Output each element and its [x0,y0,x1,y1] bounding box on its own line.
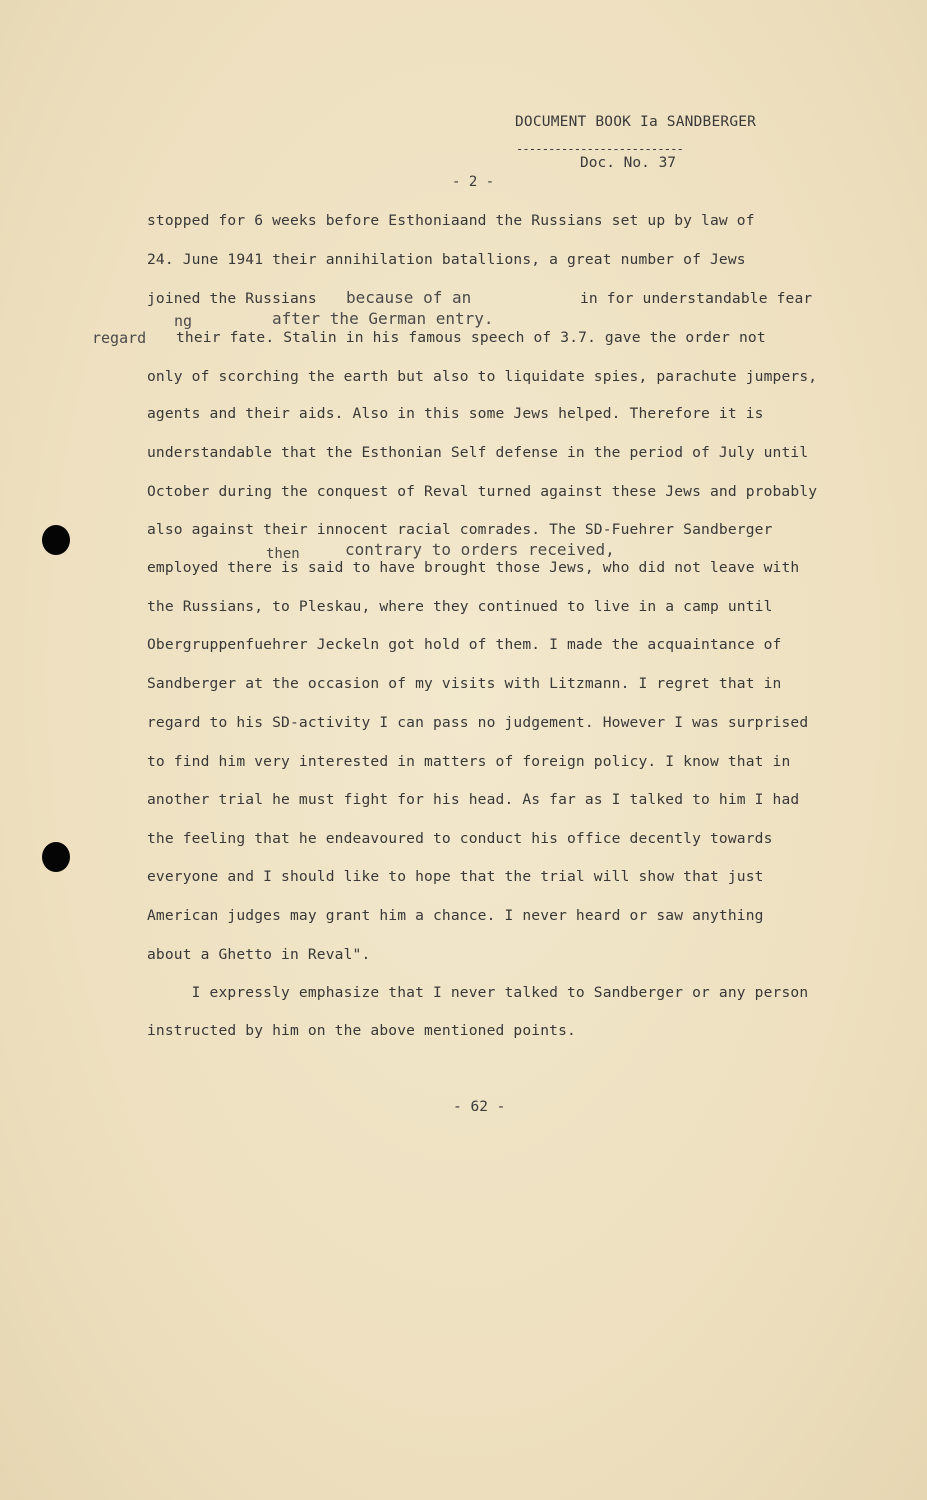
text-line: their fate. Stalin in his famous speech of 3.7. gave the order not [176,329,766,346]
text-line: the feeling that he endeavoured to conduct his office decently towards [147,830,773,847]
text-line: I expressly emphasize that I never talked to Sandberger or any person [147,984,809,1001]
document-number: Doc. No. 37 [580,155,677,171]
text-line: instructed by him on the above mentioned points. [147,1022,576,1039]
document-book-title: DOCUMENT BOOK Ia SANDBERGER [515,114,757,130]
text-line: stopped for 6 weeks before Esthoniaand the Russians set up by law of [147,212,755,229]
text-line: October during the conquest of Reval turned against these Jews and probably [147,483,818,500]
text-line: only of scorching the earth but also to liquidate spies, parachute jumpers, [147,368,818,385]
text-line: the Russians, to Pleskau, where they continued to live in a camp until [147,598,773,615]
punch-hole [42,525,70,555]
text-line: also against their innocent racial comrades. The SD-Fuehrer Sandberger [147,521,773,538]
text-line: 24. June 1941 their annihilation batallions, a great number of Jews [147,251,746,268]
handwritten-insertion: because of an [346,288,472,307]
text-line: about a Ghetto in Reval". [147,946,371,963]
text-line: another trial he must fight for his head. As far as I talked to him I had [147,791,800,808]
text-line: to find him very interested in matters of foreign policy. I know that in [147,753,791,770]
handwritten-insertion: contrary to orders received, [345,540,615,559]
punch-hole [42,842,70,872]
handwritten-insertion: then [266,546,300,562]
text-line: Obergruppenfuehrer Jeckeln got hold of them. I made the acquaintance of [147,636,782,653]
text-line: Sandberger at the occasion of my visits with Litzmann. I regret that in [147,675,782,692]
title-underline: -------------------------- [516,142,684,156]
handwritten-insertion: ng [174,312,193,330]
text-line: joined the Russians [147,290,317,307]
page-marker: - 2 - [452,174,495,190]
text-line: agents and their aids. Also in this some Jews helped. Therefore it is [147,405,764,422]
text-line: understandable that the Esthonian Self defense in the period of July until [147,444,809,461]
text-line: American judges may grant him a chance. I never heard or saw anything [147,907,764,924]
margin-correction: regard [92,329,147,347]
page-number: - 62 - [453,1099,506,1115]
handwritten-insertion: after the German entry. [272,309,494,328]
text-line: regard to his SD-activity I can pass no judgement. However I was surprised [147,714,809,731]
text-line: everyone and I should like to hope that the trial will show that just [147,868,764,885]
text-line: in for understandable fear [580,290,813,307]
text-line: employed there is said to have brought those Jews, who did not leave with [147,559,800,576]
